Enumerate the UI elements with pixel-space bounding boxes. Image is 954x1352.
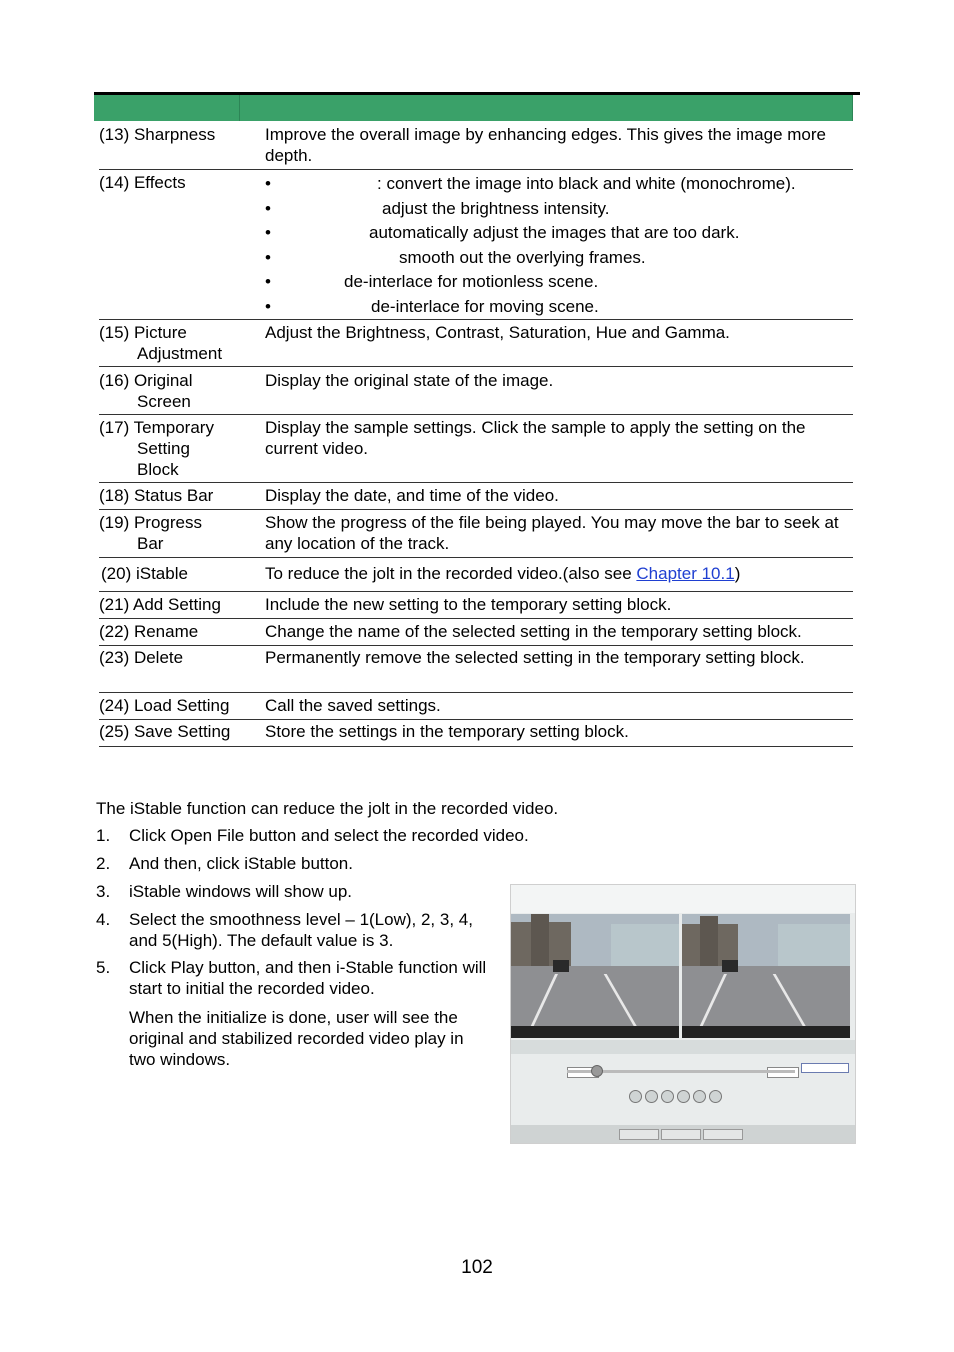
table-row-progress-bar	[99, 510, 853, 558]
istable-window-screenshot	[510, 884, 856, 1144]
bottom-button[interactable]	[661, 1129, 701, 1140]
table-row-effects	[99, 170, 853, 320]
row-description: Permanently remove the selected setting in the temporary setting block.	[265, 648, 805, 667]
progress-slider-knob[interactable]	[591, 1065, 603, 1077]
page-number: 102	[461, 1257, 493, 1278]
table-row-add-setting	[99, 592, 853, 619]
player-button[interactable]	[645, 1090, 658, 1103]
table-row-picture-adjustment	[99, 320, 853, 367]
player-button[interactable]	[709, 1090, 722, 1103]
row-description: Call the saved settings.	[265, 696, 441, 715]
table-row-rename	[99, 619, 853, 646]
row-label: (25) Save Setting	[99, 722, 231, 741]
row-description: Include the new setting to the temporary setting block.	[265, 595, 672, 614]
player-button[interactable]	[677, 1090, 690, 1103]
row-label: (20) iStable	[101, 564, 188, 583]
table-row-sharpness	[99, 124, 853, 170]
chapter-link[interactable]: Chapter 10.1	[636, 564, 735, 583]
row-description: Display the sample settings. Click the sample to apply the setting on the current video.	[265, 418, 806, 458]
row-description: Show the progress of the file being played. You may move the bar to seek at any location of the track.	[265, 513, 839, 553]
row-description: Improve the overall image by enhancing edges. This gives the image more depth.	[265, 125, 826, 165]
list-item: • : convert the image into black and white (monochrome).	[265, 174, 796, 193]
list-item: • automatically adjust the images that are too dark.	[265, 223, 740, 242]
table-row-load-setting	[99, 693, 853, 720]
player-button[interactable]	[661, 1090, 674, 1103]
row-label: (23) Delete	[99, 648, 184, 667]
window-title-bar	[511, 885, 855, 913]
table-header	[94, 95, 853, 121]
row-label: (22) Rename	[99, 622, 199, 641]
list-item: • de-interlace for motionless scene.	[265, 272, 599, 291]
row-label: (18) Status Bar	[99, 486, 214, 505]
row-label: (21) Add Setting	[99, 595, 221, 614]
player-button[interactable]	[629, 1090, 642, 1103]
table-row-status-bar	[99, 483, 853, 510]
row-label: (16) Original Screen	[99, 371, 193, 411]
header-divider	[239, 95, 240, 121]
original-video-frame	[511, 914, 679, 1038]
table-row-istable	[99, 558, 853, 592]
row-description: Display the date, and time of the video.	[265, 486, 559, 505]
row-label: (13) Sharpness	[99, 125, 216, 144]
row-label: (14) Effects	[99, 173, 186, 192]
bottom-button[interactable]	[619, 1129, 659, 1140]
list-item: • adjust the brightness intensity.	[265, 198, 610, 218]
list-item: • smooth out the overlying frames.	[265, 247, 646, 267]
row-description: Display the original state of the image.	[265, 371, 554, 390]
smoothness-select[interactable]	[801, 1063, 849, 1073]
list-item: • de-interlace for moving scene.	[265, 296, 599, 316]
video-status-strip	[511, 1040, 855, 1054]
stabilized-video-frame	[682, 914, 850, 1038]
effects-list	[265, 172, 853, 319]
row-label: (19) Progress Bar	[99, 513, 202, 553]
player-button[interactable]	[693, 1090, 706, 1103]
table-row-original-screen	[99, 367, 853, 415]
row-label: (15) Picture Adjustment	[99, 323, 223, 363]
table-row-save-setting	[99, 720, 853, 747]
row-label: (17) Temporary Setting Block	[99, 418, 214, 479]
row-description: Change the name of the selected setting in the temporary setting block.	[265, 622, 802, 641]
row-description: Store the settings in the temporary setting block.	[265, 722, 629, 741]
table-row-delete	[99, 646, 853, 693]
table-row-temporary-setting-block	[99, 415, 853, 483]
row-description: To reduce the jolt in the recorded video.(also see Chapter 10.1)	[265, 564, 741, 583]
header-gap	[853, 95, 860, 121]
row-label: (24) Load Setting	[99, 696, 230, 715]
row-description: Adjust the Brightness, Contrast, Saturation, Hue and Gamma.	[265, 323, 730, 342]
bottom-button[interactable]	[703, 1129, 743, 1140]
intro-paragraph: The iStable function can reduce the jolt in the recorded video.	[96, 799, 559, 818]
